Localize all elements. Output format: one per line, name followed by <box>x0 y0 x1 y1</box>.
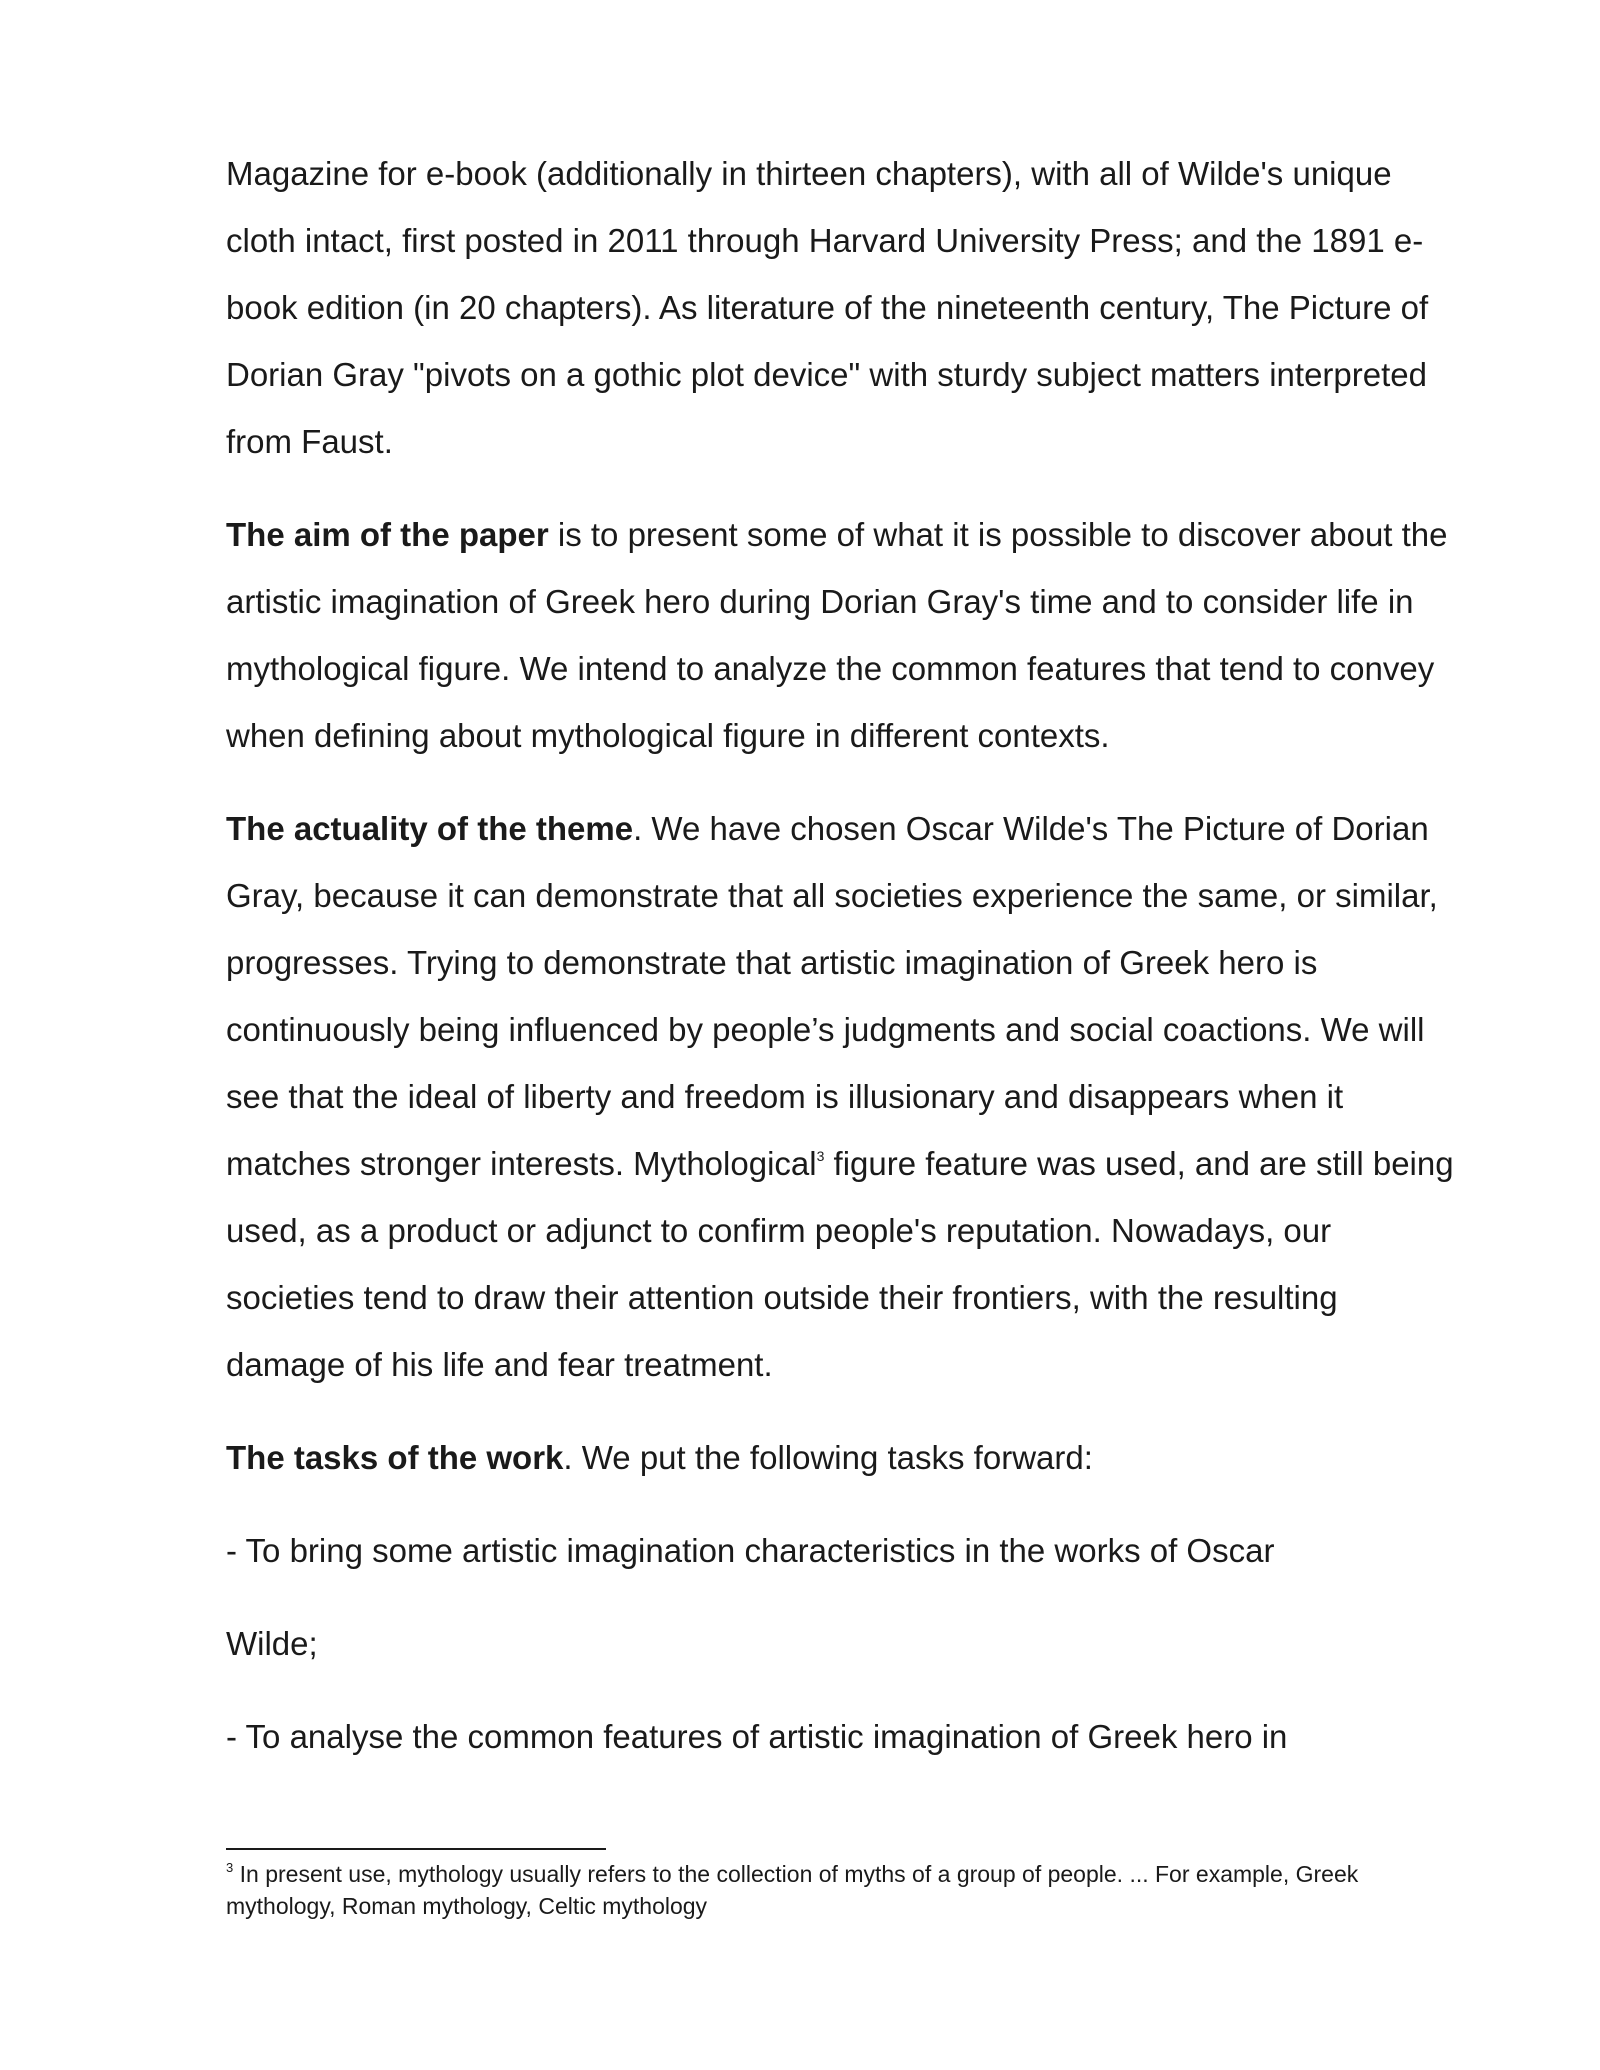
footnote-text: In present use, mythology usually refers to the collection of myths of a group of people. ... For example, Greek mythology, Roman mythology, Celtic mythology <box>226 1861 1359 1919</box>
paragraph-tasks <box>226 1424 1456 1491</box>
footnote-separator <box>226 1848 606 1850</box>
actuality-text-1: . We have chosen Oscar Wilde's The Picture of Dorian Gray, because it can demonstrate that all societies experience the same, or similar, progresses. Trying to demonstrate that artistic imagination of Greek hero is continuously being influenced by people’s judgments and social coactions. We will see that the ideal of liberty and freedom is illusionary and disappears when it matches stronger interests. Mythological <box>226 810 1438 1182</box>
actuality-text-2: figure feature was used, and are still being used, as a product or adjunct to confirm people's reputation. Nowadays, our societies tend to draw their attention outside their frontiers, with the resulting damage of his life and fear treatment. <box>226 1145 1454 1383</box>
aim-heading: The aim of the paper <box>226 516 549 553</box>
tasks-heading: The tasks of the work <box>226 1439 564 1476</box>
task-item-1: - To bring some artistic imagination characteristics in the works of Oscar <box>226 1532 1275 1569</box>
paragraph-intro: Magazine for e-book (additionally in thirteen chapters), with all of Wilde's unique cloth intact, first posted in 2011 through Harvard University Press; and the 1891 e-book edition (in 20 chapters). As literature of the nineteenth century, The Picture of Dorian Gray "pivots on a gothic plot device" with sturdy subject matters interpreted from Faust. <box>226 155 1429 460</box>
footnote-reference[interactable]: 3 <box>816 1148 825 1164</box>
paragraph-aim <box>226 501 1456 769</box>
footnote-number: 3 <box>226 1860 234 1875</box>
aim-text: is to present some of what it is possible to discover about the artistic imagination of Greek hero during Dorian Gray's time and to consider life in mythological figure. We intend to analyze the common features that tend to convey when defining about mythological figure in different contexts. <box>226 516 1448 754</box>
paragraph-actuality <box>226 795 1456 1398</box>
footnote <box>226 1858 1456 1922</box>
task-item-2: - To analyse the common features of artistic imagination of Greek hero in <box>226 1718 1288 1755</box>
body-text <box>226 140 1456 1796</box>
actuality-heading: The actuality of the theme <box>226 810 634 847</box>
task-item-1-continued: Wilde; <box>226 1625 318 1662</box>
tasks-text: . We put the following tasks forward: <box>563 1439 1093 1476</box>
